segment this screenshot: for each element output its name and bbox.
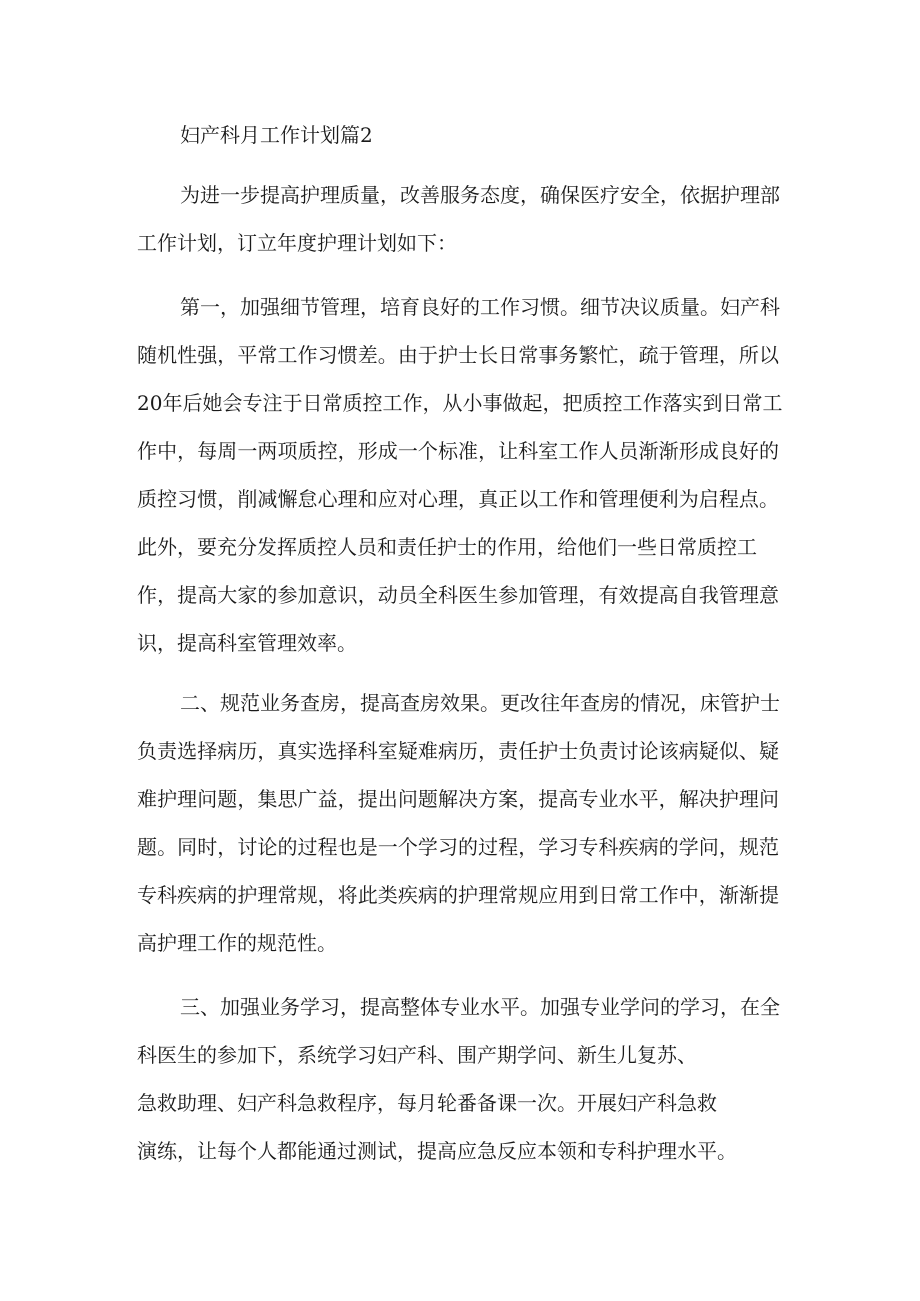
paragraph-line: 专科疾病的护理常规，将此类疾病的护理常规应用到日常工作中，渐渐提: [137, 883, 779, 907]
paragraph-line: 识，提高科室管理效率。: [137, 631, 357, 655]
paragraph-line: 随机性强，平常工作习惯差。由于护士长日常事务繁忙，疏于管理，所以: [137, 343, 779, 367]
paragraph-line: 为进一步提高护理质量，改善服务态度，确保医疗安全，依据护理部: [180, 183, 780, 207]
paragraph-line: 此外，要充分发挥质控人员和责任护士的作用，给他们一些日常质控工: [137, 535, 757, 559]
paragraph-line: 作，提高大家的参加意识，动员全科医生参加管理，有效提高自我管理意: [137, 583, 779, 607]
paragraph-line: 高护理工作的规范性。: [137, 931, 337, 955]
paragraph-line: 作中，每周一两项质控，形成一个标准，让科室工作人员渐渐形成良好的: [137, 439, 779, 463]
paragraph-line: 演练，让每个人都能通过测试，提高应急反应本领和专科护理水平。: [137, 1139, 737, 1163]
paragraph-line: 难护理问题，集思广益，提出问题解决方案，提高专业水平，解决护理问: [137, 787, 779, 811]
paragraph-line: 质控习惯，削减懈怠心理和应对心理，真正以工作和管理便利为启程点。: [137, 487, 779, 511]
document-title: 妇产科月工作计划篇2: [180, 123, 373, 147]
paragraph-line: 20年后她会专注于日常质控工作，从小事做起，把质控工作落实到日常工: [137, 391, 783, 415]
paragraph-line: 题。同时，讨论的过程也是一个学习的过程，学习专科疾病的学问，规范: [137, 835, 779, 859]
paragraph-line: 工作计划，订立年度护理计划如下：: [137, 231, 457, 255]
paragraph-line: 三、加强业务学习，提高整体专业水平。加强专业学问的学习，在全: [180, 995, 780, 1019]
paragraph-line: 负责选择病历，真实选择科室疑难病历，责任护士负责讨论该病疑似、疑: [137, 739, 779, 763]
paragraph-line: 第一，加强细节管理，培育良好的工作习惯。细节决议质量。妇产科: [180, 295, 780, 319]
paragraph-line: 急救助理、妇产科急救程序，每月轮番备课一次。开展妇产科急救: [137, 1091, 717, 1115]
paragraph-line: 二、规范业务查房，提高查房效果。更改往年查房的情况，床管护士: [180, 691, 780, 715]
paragraph-line: 科医生的参加下，系统学习妇产科、围产期学问、新生儿复苏、: [137, 1043, 697, 1067]
